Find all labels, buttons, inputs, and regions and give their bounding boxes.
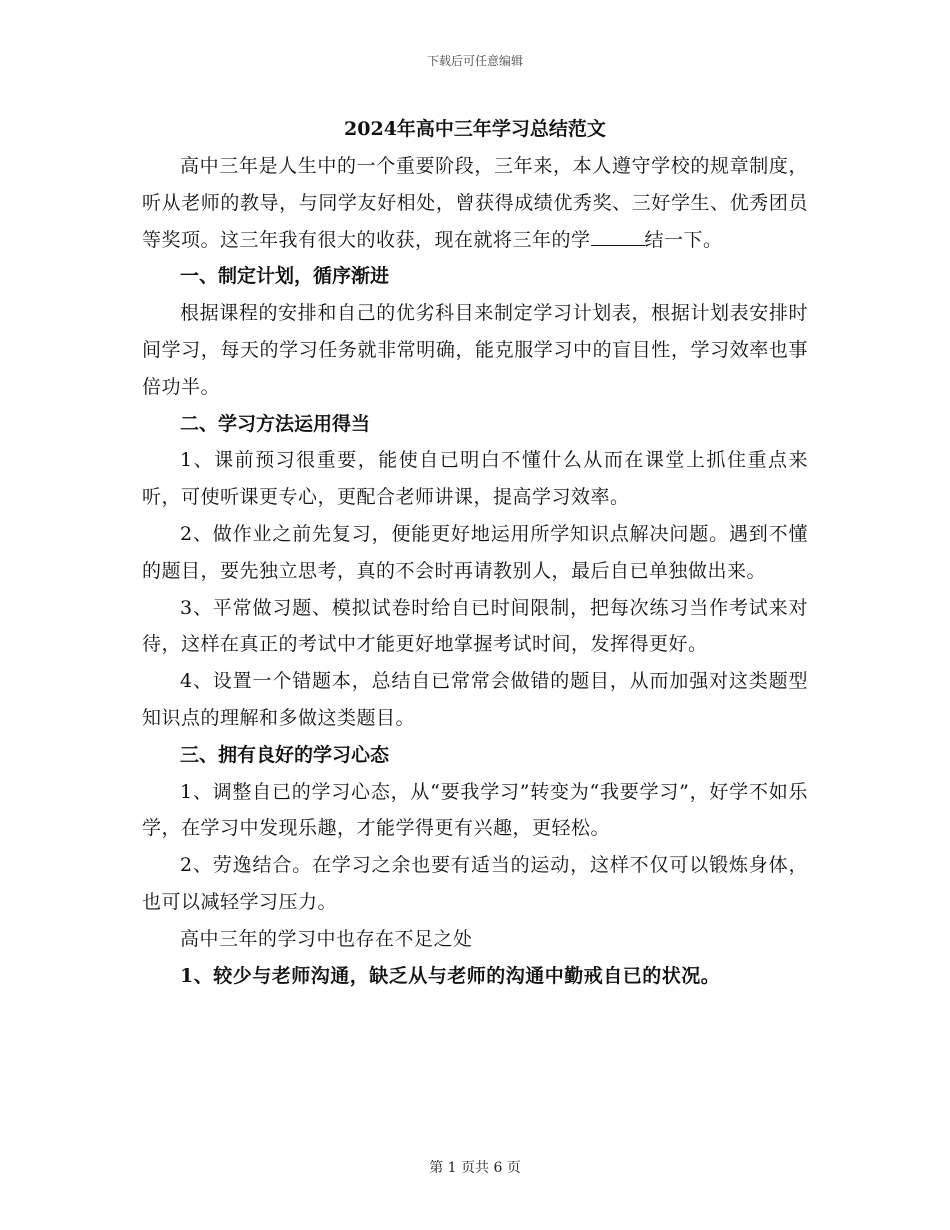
shortcomings-intro: 高中三年的学习中也存在不足之处 xyxy=(180,927,473,950)
intro-paragraph xyxy=(142,148,808,258)
section-heading-1: 一、制定计划，循序渐进 xyxy=(180,265,390,288)
header-note: 下载后可任意编辑 xyxy=(426,54,523,68)
document-body xyxy=(142,148,808,994)
section-heading-2: 二、学习方法运用得当 xyxy=(180,412,371,435)
section-1-paragraph: 根据课程的安排和自己的优劣科目来制定学习计划表，根据计划表安排时间学习，每天的学习任务就非常明确，能克服学习中的盲目性，学习效率也事倍功半。 xyxy=(142,302,808,398)
page-footer: 第 1 页共 6 页 xyxy=(429,1160,521,1176)
section-3-item-1: 1、调整自已的学习心态，从“要我学习”转变为“我要学习”，好学不如乐学，在学习中发现乐趣，才能学得更有兴趣，更轻松。 xyxy=(142,780,808,840)
document-title: 2024年高中三年学习总结范文 xyxy=(344,118,606,140)
fill-in-blank xyxy=(591,228,645,246)
intro-text: 高中三年是人生中的一个重要阶段，三年来，本人遵守学校的规章制度，听从老师的教导，与同学友好相处，曾获得成绩优秀奖、三好学生、优秀团员等奖项。这三年我有很大的收获，现在就将三年的学 xyxy=(142,155,808,251)
section-2-item-1: 1、课前预习很重要，能使自已明白不懂什么从而在课堂上抓住重点来听，可使听课更专心，更配合老师讲课，提高学习效率。 xyxy=(142,449,808,509)
intro-text-end: 结一下。 xyxy=(644,228,723,251)
shortcoming-item-1: 1、较少与老师沟通，缺乏从与老师的沟通中勤戒自已的状况。 xyxy=(180,964,721,987)
section-2-item-4: 4、设置一个错题本，总结自已常常会做错的题目，从而加强对这类题型知识点的理解和多做这类题目。 xyxy=(142,670,808,729)
section-heading-3: 三、拥有良好的学习心态 xyxy=(180,743,390,766)
section-2-item-2: 2、做作业之前先复习，便能更好地运用所学知识点解决问题。遇到不懂的题目，要先独立思考，真的不会时再请教别人，最后自已单独做出来。 xyxy=(142,522,808,582)
section-2-item-3: 3、平常做习题、模拟试卷时给自已时间限制，把每次练习当作考试来对待，这样在真正的考试中才能更好地掌握考试时间，发挥得更好。 xyxy=(142,596,808,656)
section-3-item-2: 2、劳逸结合。在学习之余也要有适当的运动，这样不仅可以锻炼身体，也可以减轻学习压力。 xyxy=(142,854,808,913)
